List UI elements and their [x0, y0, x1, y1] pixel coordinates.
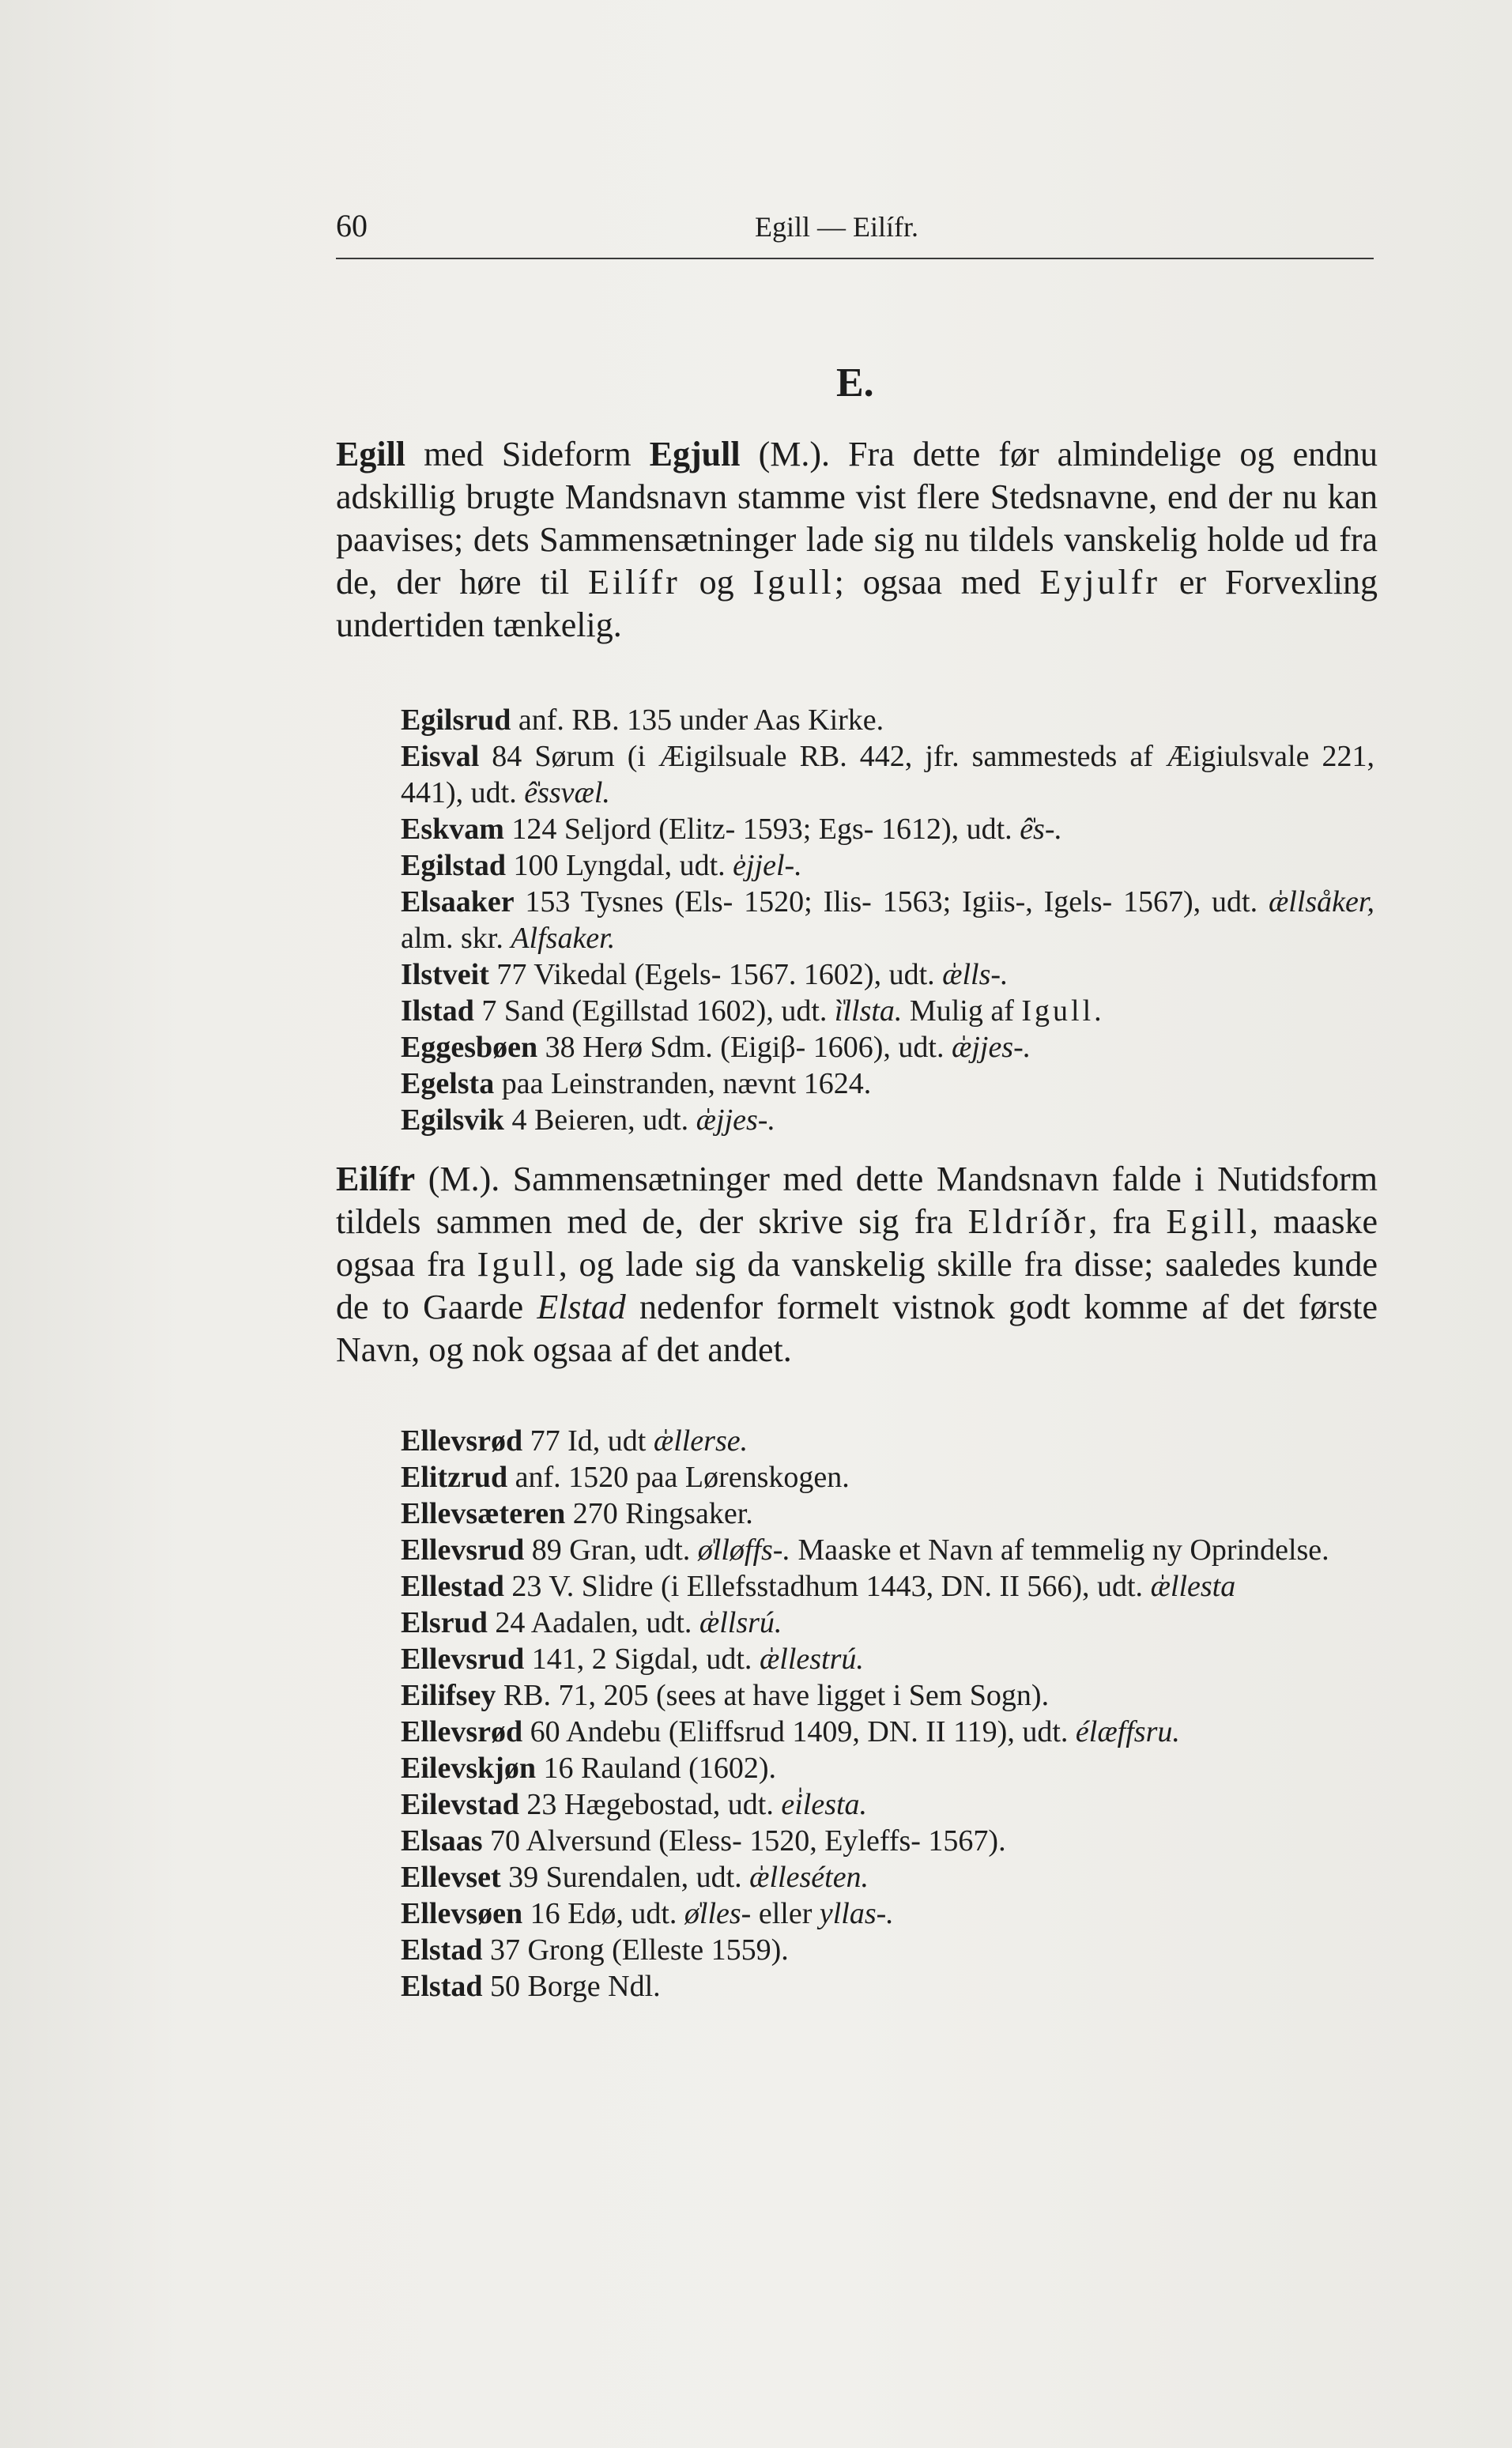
- headword: Elsaaker: [401, 885, 515, 918]
- entry-text: 24 Aadalen, udt.: [487, 1606, 699, 1639]
- place-entry: [401, 847, 1374, 884]
- entry-text: 7 Sand (Egillstad 1602), udt.: [473, 994, 835, 1028]
- entry-text: .: [1094, 994, 1102, 1028]
- headword: Elsrud: [401, 1606, 488, 1639]
- entry-text: paa Leinstranden, nævnt 1624.: [494, 1067, 872, 1100]
- entry-text: 4 Beieren, udt.: [503, 1103, 696, 1137]
- place-entry: [401, 702, 1374, 738]
- headword: Elstad: [401, 1933, 483, 1967]
- headword: Eisval: [401, 740, 480, 773]
- entry-paragraph-eilifr: [336, 1158, 1378, 1371]
- text: , fra: [1088, 1202, 1167, 1241]
- spaced-name: Igull: [752, 563, 835, 602]
- text: nedenfor formelt vistnok godt komme af det første Navn, og nok ogsaa af det andet.: [336, 1288, 1378, 1369]
- spaced-name: Eilífr: [587, 563, 681, 602]
- place-entry: [401, 1895, 1374, 1932]
- headword: Ilstveit: [401, 958, 489, 991]
- entry-text: 77 Vikedal (Egels- 1567. 1602), udt.: [488, 958, 943, 991]
- entry-paragraph-egill: [336, 433, 1378, 647]
- spaced-name: Igull: [1021, 994, 1095, 1028]
- place-entry: [401, 1459, 1374, 1496]
- headword: Eilífr: [336, 1160, 416, 1198]
- place-entry: [401, 738, 1374, 811]
- headword: Egjull: [649, 435, 741, 473]
- text: med Sideform: [405, 435, 650, 473]
- place-entry: [401, 1532, 1374, 1568]
- headword: Eilevskjøn: [401, 1752, 537, 1785]
- place-entry: [401, 1605, 1374, 1641]
- entry-text: eller: [751, 1897, 820, 1930]
- pronunciation: ì̍llsta.: [834, 994, 903, 1028]
- entry-text: 100 Lyngdal, udt.: [506, 849, 733, 882]
- entry-text: 60 Andebu (Eliffsrud 1409, DN. II 119), udt.: [522, 1715, 1076, 1748]
- place-entry: [401, 956, 1374, 993]
- entry-text: 124 Seljord (Elitz- 1593; Egs- 1612), udt.: [503, 813, 1020, 846]
- entry-text: Maaske et Navn af temmelig ny Oprindelse.: [790, 1533, 1329, 1567]
- pronunciation: ø̍lles-: [684, 1897, 752, 1930]
- headword: Ellevsæteren: [401, 1497, 566, 1530]
- entry-text: Mulig af: [902, 994, 1022, 1028]
- place-entry: [401, 1968, 1374, 2005]
- pronunciation: æ̍llerse.: [653, 1424, 748, 1458]
- entry-text: 16 Edø, udt.: [522, 1897, 684, 1930]
- pronunciation: ei̍lesta.: [781, 1788, 868, 1821]
- entry-text: 141, 2 Sigdal, udt.: [524, 1643, 760, 1676]
- place-entry: [401, 811, 1374, 847]
- pronunciation: æ̍llestrú.: [759, 1643, 864, 1676]
- pronunciation: ê̍ssvæl.: [524, 776, 610, 809]
- place-entry: [401, 1496, 1374, 1532]
- entry-text: 38 Herø Sdm. (Eigiβ- 1606), udt.: [537, 1031, 952, 1064]
- place-entry: [401, 1750, 1374, 1786]
- pronunciation: æ̍lls-.: [942, 958, 1009, 991]
- headword: Eggesbøen: [401, 1031, 538, 1064]
- entry-text: 39 Surendalen, udt.: [500, 1861, 750, 1894]
- headword: Ellevsrød: [401, 1715, 523, 1748]
- place-entry: [401, 1029, 1374, 1066]
- place-entry: [401, 1859, 1374, 1895]
- headword: Elstad: [401, 1970, 483, 2003]
- running-title: Egill — Eilífr.: [755, 211, 918, 243]
- place-entry: [401, 1102, 1374, 1138]
- headword: Elsaas: [401, 1824, 483, 1858]
- text: , maaske ogsaa fra: [336, 1202, 1378, 1284]
- entry-text: 89 Gran, udt.: [524, 1533, 698, 1567]
- pronunciation: e̍jjel-.: [733, 849, 802, 882]
- pronunciation: æ̍llsåker,: [1268, 885, 1374, 918]
- entry-text: 23 V. Slidre (i Ellefsstadhum 1443, DN. II 566), udt.: [503, 1570, 1151, 1603]
- place-list-eilifr: [401, 1423, 1374, 2005]
- headword: Ellestad: [401, 1570, 504, 1603]
- entry-text: 70 Alversund (Eless- 1520, Eyleffs- 1567).: [482, 1824, 1006, 1858]
- text: ; ogsaa med: [834, 563, 1040, 602]
- section-letter: E.: [836, 360, 874, 405]
- entry-text: anf. RB. 135 under Aas Kirke.: [511, 703, 884, 737]
- place-entry: [401, 1823, 1374, 1859]
- headword: Egilstad: [401, 849, 507, 882]
- entry-text: 84 Sørum (i Æigilsuale RB. 442, jfr. sammesteds af Æigiulsvale 221, 441), udt.: [401, 740, 1374, 809]
- pronunciation: æ̍jjes-.: [951, 1031, 1031, 1064]
- text: (M.). Sammensætninger med dette Mandsnavn falde i Nutidsform tildels sammen med de, der skrive sig fra: [336, 1160, 1378, 1241]
- entry-text: 50 Borge Ndl.: [482, 1970, 661, 2003]
- text: og: [680, 563, 753, 602]
- headword: Egill: [336, 435, 406, 473]
- entry-text: 23 Hægebostad, udt.: [518, 1788, 782, 1821]
- place-list-egill: [401, 702, 1374, 1138]
- entry-text: alm. skr.: [401, 922, 511, 955]
- place-entry: [401, 1568, 1374, 1605]
- headword: Ellevset: [401, 1861, 501, 1894]
- entry-text: 16 Rauland (1602).: [536, 1752, 776, 1785]
- pronunciation: ê̍s-.: [1020, 813, 1062, 846]
- place-entry: [401, 1932, 1374, 1968]
- place-entry: [401, 884, 1374, 956]
- page-number: 60: [336, 208, 368, 243]
- headword: Eilevstad: [401, 1788, 519, 1821]
- pronunciation: Alfsaker.: [511, 922, 616, 955]
- pronunciation: élæffsru.: [1075, 1715, 1180, 1748]
- spaced-name: Igull: [477, 1245, 559, 1284]
- spaced-name: Eyjulfr: [1039, 563, 1160, 602]
- headword: Ellevsøen: [401, 1897, 523, 1930]
- place-entry: [401, 1786, 1374, 1823]
- headword: Egilsrud: [401, 703, 511, 737]
- pronunciation: æ̍llesta: [1150, 1570, 1236, 1603]
- entry-text: RB. 71, 205 (sees at have ligget i Sem Sogn).: [496, 1679, 1050, 1712]
- entry-text: 77 Id, udt: [522, 1424, 654, 1458]
- page-header: [336, 207, 1374, 255]
- place-entry: [401, 1423, 1374, 1459]
- place-entry: [401, 1714, 1374, 1750]
- text: er Forvexling undertiden tænkelig.: [336, 563, 1378, 644]
- pronunciation: æ̍jjes-.: [696, 1103, 775, 1137]
- pronunciation: ø̍lløffs-.: [697, 1533, 790, 1567]
- place-entry: [401, 1641, 1374, 1677]
- headword: Elitzrud: [401, 1461, 508, 1494]
- spaced-name: Eldríðr: [967, 1202, 1089, 1241]
- headword: Ellevsrud: [401, 1643, 525, 1676]
- entry-text: 153 Tysnes (Els- 1520; Ilis- 1563; Igiis-, Igels- 1567), udt.: [514, 885, 1269, 918]
- italic-name: Elstad: [537, 1288, 626, 1326]
- entry-text: 37 Grong (Elleste 1559).: [482, 1933, 789, 1967]
- header-rule: [336, 258, 1374, 259]
- headword: Ellevsrød: [401, 1424, 523, 1458]
- headword: Eilifsey: [401, 1679, 496, 1712]
- entry-text: 270 Ringsaker.: [565, 1497, 753, 1530]
- place-entry: [401, 1066, 1374, 1102]
- headword: Egilsvik: [401, 1103, 504, 1137]
- text: , og lade sig da vanskelig skille fra disse; saaledes kunde de to Gaarde: [336, 1245, 1378, 1326]
- headword: Ilstad: [401, 994, 474, 1028]
- place-entry: [401, 1677, 1374, 1714]
- pronunciation: æ̍lleséten.: [749, 1861, 869, 1894]
- headword: Egelsta: [401, 1067, 495, 1100]
- pronunciation: æ̍llsrú.: [699, 1606, 782, 1639]
- entry-text: anf. 1520 paa Lørenskogen.: [507, 1461, 850, 1494]
- headword: Ellevsrud: [401, 1533, 525, 1567]
- text: (M.). Fra dette før almindelige og endnu adskillig brugte Mandsnavn stamme vist flere Stedsnavne, end der nu kan paavises; dets Sammensætninger lade sig nu tildels vanskelig holde ud fra de, der høre til: [336, 435, 1378, 602]
- place-entry: [401, 993, 1374, 1029]
- spaced-name: Egill: [1166, 1202, 1250, 1241]
- headword: Eskvam: [401, 813, 504, 846]
- pronunciation: yllas-.: [819, 1897, 894, 1930]
